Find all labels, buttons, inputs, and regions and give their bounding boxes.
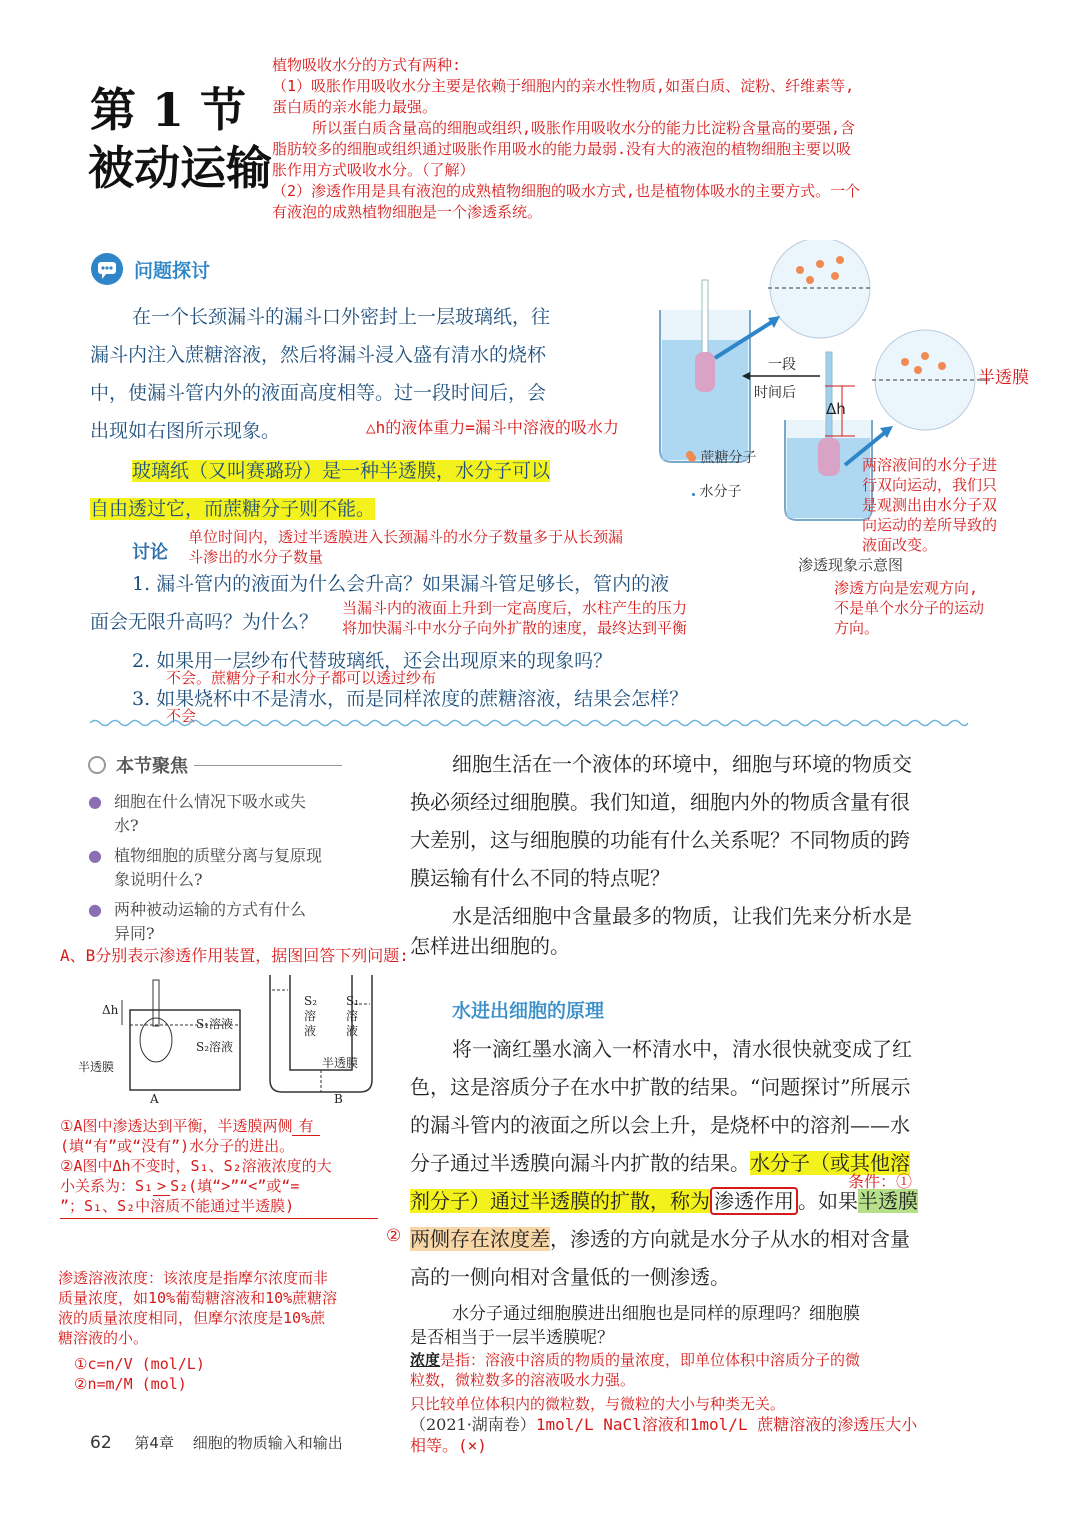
wave-divider <box>90 718 968 728</box>
concentration-text: 是指：溶液中溶质的物质的量浓度，即单位体积中溶质分子的微 <box>440 1351 861 1369</box>
label-membrane: 半透膜 <box>978 368 1029 388</box>
paragraph-line: 水分子通过细胞膜进出细胞也是同样的原理吗？细胞膜 <box>452 1304 860 1324</box>
highlight-text: 水分子（或其他溶 <box>750 1151 910 1175</box>
focus-item: ● 细胞在什么情况下吸水或失 水? <box>88 790 358 838</box>
note-line: 两溶液间的水分子进 <box>862 456 998 474</box>
question-line: 面会无限升高吗？为什么？ <box>90 611 319 633</box>
paragraph-line: 膜运输有什么不同的特点呢？ <box>410 866 670 890</box>
note-line: 斗渗出的水分子数量 <box>188 548 324 566</box>
concentration-text: 粒数，微粒数多的溶液吸水力强。 <box>410 1371 636 1389</box>
ab-fig-membrane-a: 半透膜 <box>78 1060 115 1074</box>
ab-fig-s2-b <box>304 994 317 1039</box>
note-line: 质量浓度，如10%葡萄糖溶液和10%蔗糖溶 <box>58 1289 338 1307</box>
exam-text: 相等。(×) <box>410 1436 487 1455</box>
note-line: 渗透溶液浓度：该浓度是指摩尔浓度而非 <box>58 1269 329 1287</box>
ab-fig-s2: S₂溶液 <box>196 1040 234 1054</box>
paragraph-line: 高的一侧向相对含量低的一侧渗透。 <box>410 1265 730 1289</box>
ab-fig-s2-b-2: 溶 <box>304 1009 317 1023</box>
note-line: 液的质量浓度相同，但摩尔浓度是10%蔗 <box>58 1309 326 1327</box>
exam-source: （2021·湖南卷） <box>410 1415 536 1434</box>
paragraph-line: 是否相当于一层半透膜呢？ <box>410 1328 614 1348</box>
ab-fig-s1-b-1: S₁ <box>346 994 360 1008</box>
principle-paragraph <box>410 1030 980 1296</box>
note-line: 行双向运动，我们只 <box>862 476 998 494</box>
answer-line: 将加快漏斗中水分子向外扩散的速度，最终达到平衡 <box>342 619 688 637</box>
ab-fig-s2-b-1: S₂ <box>304 994 318 1008</box>
ab-fig-label-b: B <box>334 1092 343 1106</box>
answer-line: 当漏斗内的液面上升到一定高度后，水柱产生的压力 <box>342 599 688 617</box>
chapter-number: 第4章 <box>134 1434 174 1452</box>
note-line: 是观测出由水分子双 <box>862 496 998 514</box>
discuss-label: 讨论 <box>132 542 168 563</box>
note-direction <box>834 578 984 638</box>
problem-heading <box>90 252 210 286</box>
formula-2: ②n=m/M (mol) <box>74 1375 187 1393</box>
focus-line: 异同? <box>114 924 155 943</box>
note-line: 脂肪较多的细胞或组织通过吸胀作用吸水的能力最弱.没有大的液泡的植物细胞主要以吸 <box>272 140 852 158</box>
note-line: 渗透方向是宏观方向, <box>834 579 979 597</box>
note-line: 单位时间内，透过半透膜进入长颈漏斗的水分子数量多于从长颈漏 <box>188 528 624 546</box>
section-number: 第 1 节 <box>90 83 247 137</box>
paragraph-line: 中，使漏斗管内外的液面高度相等。过一段时间后，会 <box>90 382 547 404</box>
paragraph-text: 分子通过半透膜向漏斗内扩散的结果。 <box>410 1151 750 1175</box>
note-line: 方向。 <box>834 619 880 637</box>
magnified-circle-before <box>770 240 870 338</box>
ab-q2-text: ②A图中Δh不变时，S₁、S₂溶液浓度的大 <box>60 1157 332 1175</box>
ab-fig-s1: S₁溶液 <box>196 1017 234 1031</box>
chapter-title: 细胞的物质输入和输出 <box>192 1434 343 1452</box>
focus-item: ● 植物细胞的质壁分离与复原现 象说明什么? <box>88 844 358 892</box>
note-line: 所以蛋白质含量高的细胞或组织,吸胀作用吸收水分的能力比淀粉含量高的要强,含 <box>312 119 856 137</box>
principle-heading: 水进出细胞的原理 <box>452 1000 605 1022</box>
concentration-label: 浓度 <box>410 1351 441 1369</box>
focus-line: 水? <box>114 816 139 835</box>
concentration-text: 只比较单位体积内的微粒数，与微粒的大小与种类无关。 <box>410 1395 786 1413</box>
ab-q1-answer: 有 <box>292 1117 319 1136</box>
answer-3: 不会 <box>166 707 197 725</box>
note-line: 蛋白质的亲水能力最强。 <box>272 98 438 116</box>
paragraph-line: 在一个长颈漏斗的漏斗口外密封上一层玻璃纸，往 <box>132 306 551 328</box>
ab-fig-s1-b-3: 液 <box>346 1024 359 1038</box>
ab-fig-s1-b <box>346 994 359 1039</box>
paragraph-line: 换必须经过细胞膜。我们知道，细胞内外的物质含量有很 <box>410 790 910 814</box>
focus-line: 植物细胞的质壁分离与复原现 <box>114 846 323 865</box>
note-line: 不是单个水分子的运动 <box>834 599 985 617</box>
focus-heading <box>88 752 342 778</box>
ab-q1-text: ①A图中渗透达到平衡，半透膜两侧 <box>60 1117 293 1135</box>
ab-q1-hint: (填“有”或“没有”)水分子的进出。 <box>60 1137 295 1155</box>
ab-q2-note: ”；S₁、S₂中溶质不能通过半透膜) <box>60 1197 295 1215</box>
paragraph-line: 大差别，这与细胞膜的功能有什么关系呢？不同物质的跨 <box>410 828 910 852</box>
ab-question-items <box>60 1116 400 1216</box>
paragraph-line: 将一滴红墨水滴入一杯清水中，清水很快就变成了红 <box>452 1037 912 1061</box>
note-line: （1）吸胀作用吸收水分主要是依赖于细胞内的亲水性物质,如蛋白质、淀粉、纤维素等, <box>272 77 855 95</box>
legend-water <box>692 481 741 501</box>
legend-sucrose-label: 蔗糖分子 <box>700 450 757 466</box>
condition-1: 条件：① <box>848 1172 913 1191</box>
intro-paragraph <box>410 745 980 957</box>
section-title: 被动运输 <box>88 141 272 195</box>
ab-q2-answer: > <box>153 1177 170 1196</box>
ab-question-title: A、B分别表示渗透作用装置，据图回答下列问题: <box>60 946 409 965</box>
page-number: 62 <box>90 1433 112 1453</box>
exam-text: 1mol/L NaCl溶液和1mol/L 蔗糖溶液的渗透压大小 <box>535 1415 918 1434</box>
question-2: 2. 如果用一层纱布代替玻璃纸，还会出现原来的现象吗？ <box>132 650 613 672</box>
highlight-text: 半透膜 <box>858 1189 918 1213</box>
focus-line: 细胞在什么情况下吸水或失 <box>114 792 307 811</box>
exam-question <box>410 1414 990 1456</box>
paragraph-line: 水是活细胞中含量最多的物质，让我们先来分析水是 <box>452 904 912 928</box>
answer-2: 不会。蔗糖分子和水分子都可以透过纱布 <box>166 669 437 687</box>
label-time2: 时间后 <box>754 385 796 401</box>
formula-1: ①c=n/V (mol/L) <box>74 1355 205 1373</box>
condition-2: ② <box>386 1226 402 1246</box>
ab-fig-s2-b-3: 液 <box>304 1024 317 1038</box>
ab-separator <box>60 1218 378 1219</box>
chat-bubble-icon <box>90 252 124 286</box>
highlight-line: 玻璃纸（又叫赛璐玢）是一种半透膜，水分子可以 <box>132 460 551 482</box>
note-line: 糖溶液的小。 <box>58 1329 149 1347</box>
top-annotation <box>272 55 1032 223</box>
paragraph-line: 细胞生活在一个液体的环境中，细胞与环境的物质交 <box>452 752 912 776</box>
highlight-text: 两侧存在浓度差 <box>410 1227 550 1251</box>
highlight-membrane <box>90 452 550 528</box>
label-dh: Δh <box>826 400 846 418</box>
target-icon <box>88 756 106 774</box>
note-bidirectional <box>862 455 997 555</box>
ab-fig-label-a: A <box>150 1092 159 1106</box>
paragraph-text: 。如果 <box>798 1189 858 1213</box>
focus-heading-label: 本节聚焦 <box>116 756 188 777</box>
ab-fig-membrane-b: 半透膜 <box>322 1056 359 1070</box>
focus-item: ● 两种被动运输的方式有什么 异同? <box>88 898 358 946</box>
note-unit <box>188 527 623 567</box>
paragraph-line: 怎样进出细胞的。 <box>410 934 570 958</box>
beaker-after <box>785 352 872 520</box>
paragraph-line: 色，这是溶质分子在水中扩散的结果。“问题探讨”所展示 <box>410 1075 911 1099</box>
concentration-definition <box>410 1350 990 1414</box>
ab-fig-dh: Δh <box>102 1003 119 1017</box>
question-line: 1. 漏斗管内的液面为什么会升高？如果漏斗管足够长，管内的液 <box>132 573 670 595</box>
focus-list <box>88 790 358 946</box>
paragraph-line: 漏斗内注入蔗糖溶液，然后将漏斗浸入盛有清水的烧杯 <box>90 344 547 366</box>
highlight-line: 自由透过它，而蔗糖分子则不能。 <box>90 498 376 520</box>
note-line: 液面改变。 <box>862 536 938 554</box>
membrane-question <box>410 1302 980 1350</box>
note-line: 向运动的差所导致的 <box>862 516 998 534</box>
highlight-text: 剂分子）通过半透膜的扩散，称为 <box>410 1189 710 1213</box>
paragraph-line: 的漏斗管内的液面之所以会上升，是烧杯中的溶剂——水 <box>410 1113 910 1137</box>
label-time1: 一段 <box>768 357 796 373</box>
note-dh: △h的液体重力=漏斗中溶液的吸水力 <box>366 418 619 437</box>
figure-caption: 渗透现象示意图 <box>798 556 904 574</box>
beaker-before <box>660 280 750 462</box>
focus-line: 两种被动运输的方式有什么 <box>114 900 307 919</box>
focus-line: 象说明什么? <box>114 870 203 889</box>
paragraph-line: 出现如右图所示现象。 <box>90 420 281 442</box>
note-line: 植物吸收水分的方式有两种: <box>272 56 462 74</box>
question-3: 3. 如果烧杯中不是清水，而是同样浓度的蔗糖溶液，结果会怎样？ <box>132 688 689 710</box>
answer-1 <box>342 598 687 638</box>
legend-sucrose <box>688 447 756 467</box>
paragraph-text: ，渗透的方向就是水分子从水的相对含量 <box>550 1227 910 1251</box>
note-line: 胀作用方式吸收水分。（了解） <box>272 161 475 179</box>
note-line: 有液泡的成熟植物细胞是一个渗透系统。 <box>272 203 543 221</box>
page-footer <box>90 1432 343 1453</box>
note-line: （2）渗透作用是具有液泡的成熟植物细胞的吸水方式,也是植物体吸水的主要方式。一个 <box>272 182 861 200</box>
ab-q2-pre: 小关系为：S₁ <box>60 1177 154 1195</box>
legend-water-label: 水分子 <box>699 484 742 500</box>
ab-fig-s1-b-2: 溶 <box>346 1009 359 1023</box>
ab-q2-post: S₂(填“>”“<”或“= <box>170 1177 300 1195</box>
problem-heading-label: 问题探讨 <box>134 259 211 282</box>
concentration-note <box>58 1268 408 1394</box>
osmosis-term-box: 渗透作用 <box>710 1187 798 1215</box>
